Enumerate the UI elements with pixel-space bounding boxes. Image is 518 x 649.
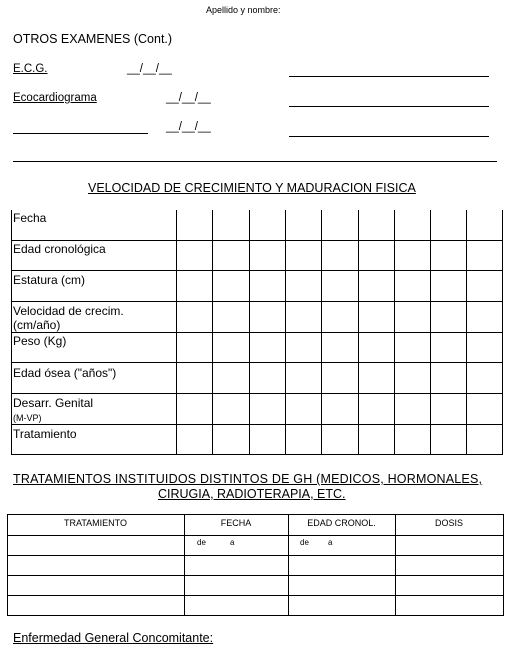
- treat-col-line: [395, 514, 396, 615]
- treat-row-line: [7, 595, 504, 596]
- row-label-edad-cronologica: Edad cronológica: [13, 242, 106, 256]
- ecocardiograma-label: Ecocardiograma: [13, 92, 97, 104]
- row-label-desarr-genital-unit: (M-VP): [13, 413, 42, 423]
- treat-col-line: [184, 514, 185, 615]
- row-label-estatura: Estatura (cm): [13, 273, 86, 287]
- row-label-fecha: Fecha: [13, 211, 47, 225]
- fecha-de-label: de: [197, 538, 206, 547]
- growth-row-line: [11, 393, 503, 394]
- treat-col-line: [288, 514, 289, 615]
- row-label-desarr-genital: Desarr. Genital: [13, 396, 94, 410]
- growth-row-line: [11, 332, 503, 333]
- ecocardiograma-date-field[interactable]: __/__/__: [166, 92, 211, 104]
- treat-row-line: [7, 575, 504, 576]
- section-title-tratamientos-line2: CIRUGIA, RADIOTERAPIA, ETC.: [158, 487, 346, 501]
- row-label-edad-osea: Edad ósea ("años"): [13, 366, 117, 380]
- treat-row-line: [7, 535, 504, 536]
- col-header-tratamiento: TRATAMIENTO: [64, 518, 127, 528]
- enfermedad-concomitante-label: Enfermedad General Concomitante:: [13, 631, 214, 645]
- treat-col-line: [503, 514, 504, 615]
- row-label-velocidad: Velocidad de crecim.: [13, 304, 124, 318]
- growth-row-line: [11, 454, 503, 455]
- ecg-date-field[interactable]: __/__/__: [127, 63, 172, 75]
- treat-row-line: [7, 555, 504, 556]
- fecha-a-label: a: [230, 538, 235, 547]
- row-label-tratamiento: Tratamiento: [13, 427, 77, 441]
- section-title-velocidad-crecimiento: VELOCIDAD DE CRECIMIENTO Y MADURACION FISICA: [88, 181, 416, 195]
- col-header-fecha: FECHA: [220, 518, 252, 528]
- growth-row-line: [11, 424, 503, 425]
- edad-a-label: a: [328, 538, 333, 547]
- ecg-result-line[interactable]: [289, 76, 489, 77]
- treat-row-line: [7, 615, 504, 616]
- section-title-otros-examenes: OTROS EXAMENES (Cont.): [13, 32, 173, 46]
- section-divider: [13, 161, 497, 162]
- col-header-edad-cronol: EDAD CRONOL.: [307, 518, 376, 528]
- treat-col-line: [7, 514, 8, 615]
- ecocardiograma-result-line[interactable]: [289, 106, 489, 107]
- section-title-tratamientos-line1: TRATAMIENTOS INSTITUIDOS DISTINTOS DE GH (MEDICOS, HORMONALES,: [13, 472, 483, 486]
- col-header-dosis: DOSIS: [434, 518, 463, 528]
- other-exam-result-line[interactable]: [289, 136, 489, 137]
- other-exam-date-field[interactable]: __/__/__: [166, 121, 211, 133]
- growth-row-line: [11, 301, 503, 302]
- row-label-velocidad-unit: (cm/año): [13, 318, 61, 332]
- growth-row-line: [11, 270, 503, 271]
- treat-row-line: [7, 514, 504, 515]
- patient-name-label: Apellido y nombre:: [206, 5, 281, 15]
- edad-de-label: de: [300, 538, 309, 547]
- other-exam-name-line[interactable]: [13, 133, 148, 134]
- growth-row-line: [11, 362, 503, 363]
- row-label-peso: Peso (Kg): [13, 334, 67, 348]
- growth-row-line: [11, 240, 503, 241]
- ecg-label: E.C.G.: [13, 63, 48, 75]
